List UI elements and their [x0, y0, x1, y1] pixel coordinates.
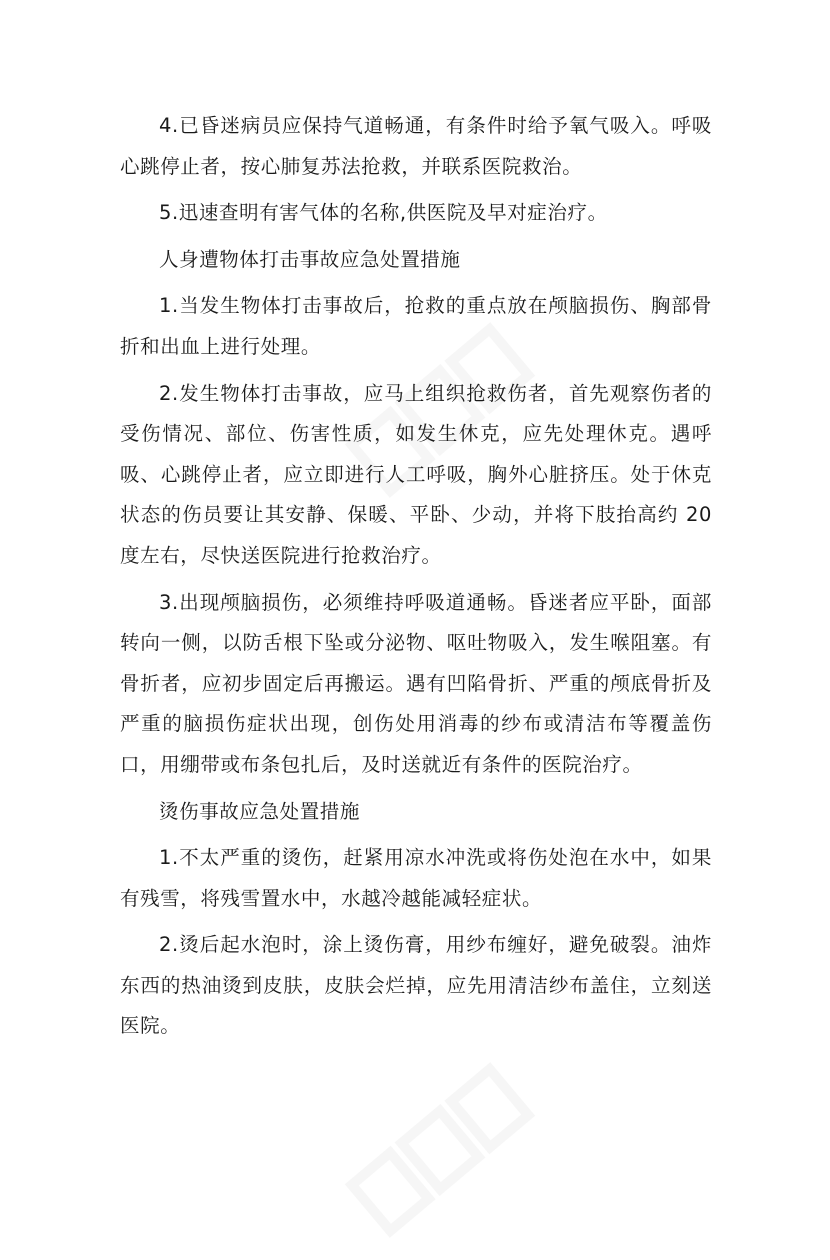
paragraph-item-4-unconscious: 4.已昏迷病员应保持气道畅通，有条件时给予氧气吸入。呼吸心跳停止者，按心肺复苏法抢救，并联系医院救治。	[120, 114, 712, 178]
paragraph-strike-item-2: 2.发生物体打击事故，应马上组织抢救伤者，首先观察伤者的受伤情况、部位、伤害性质，如发生休克，应先处理休克。遇呼吸、心跳停止者，应立即进行人工呼吸，胸外心脏挤压。处于休克状态的伤员要让其安静、保暖、平卧、少动，并将下肢抬高约 20 度左右，尽快送医院进行抢救治疗。	[120, 381, 712, 567]
paragraph-burn-item-2: 2.烫后起水泡时，涂上烫伤膏，用纱布缠好，避免破裂。油炸东西的热油烫到皮肤，皮肤会烂掉，应先用清洁纱布盖住，立刻送医院。	[120, 933, 712, 1038]
watermark-logo-icon	[330, 1040, 550, 1260]
paragraph-item-5-identify-gas: 5.迅速查明有害气体的名称,供医院及早对症治疗。	[159, 201, 608, 225]
section-heading-burn: 烫伤事故应急处置措施	[159, 799, 361, 823]
section-heading-object-strike: 人身遭物体打击事故应急处置措施	[159, 247, 461, 271]
paragraph-strike-item-1: 1.当发生物体打击事故后，抢救的重点放在颅脑损伤、胸部骨折和出血上进行处理。	[120, 294, 712, 358]
paragraph-burn-item-1: 1.不太严重的烫伤，赶紧用凉水冲洗或将伤处泡在水中，如果有残雪，将残雪置水中，水越冷越能减轻症状。	[120, 846, 712, 910]
document-body	[120, 106, 712, 1047]
paragraph-strike-item-3: 3.出现颅脑损伤，必须维持呼吸道通畅。昏迷者应平卧，面部转向一侧，以防舌根下坠或分泌物、呕吐物吸入，发生喉阻塞。有骨折者，应初步固定后再搬运。遇有凹陷骨折、严重的颅底骨折及严重的脑损伤症状出现，创伤处用消毒的纱布或清洁布等覆盖伤口，用绷带或布条包扎后，及时送就近有条件的医院治疗。	[120, 590, 712, 776]
